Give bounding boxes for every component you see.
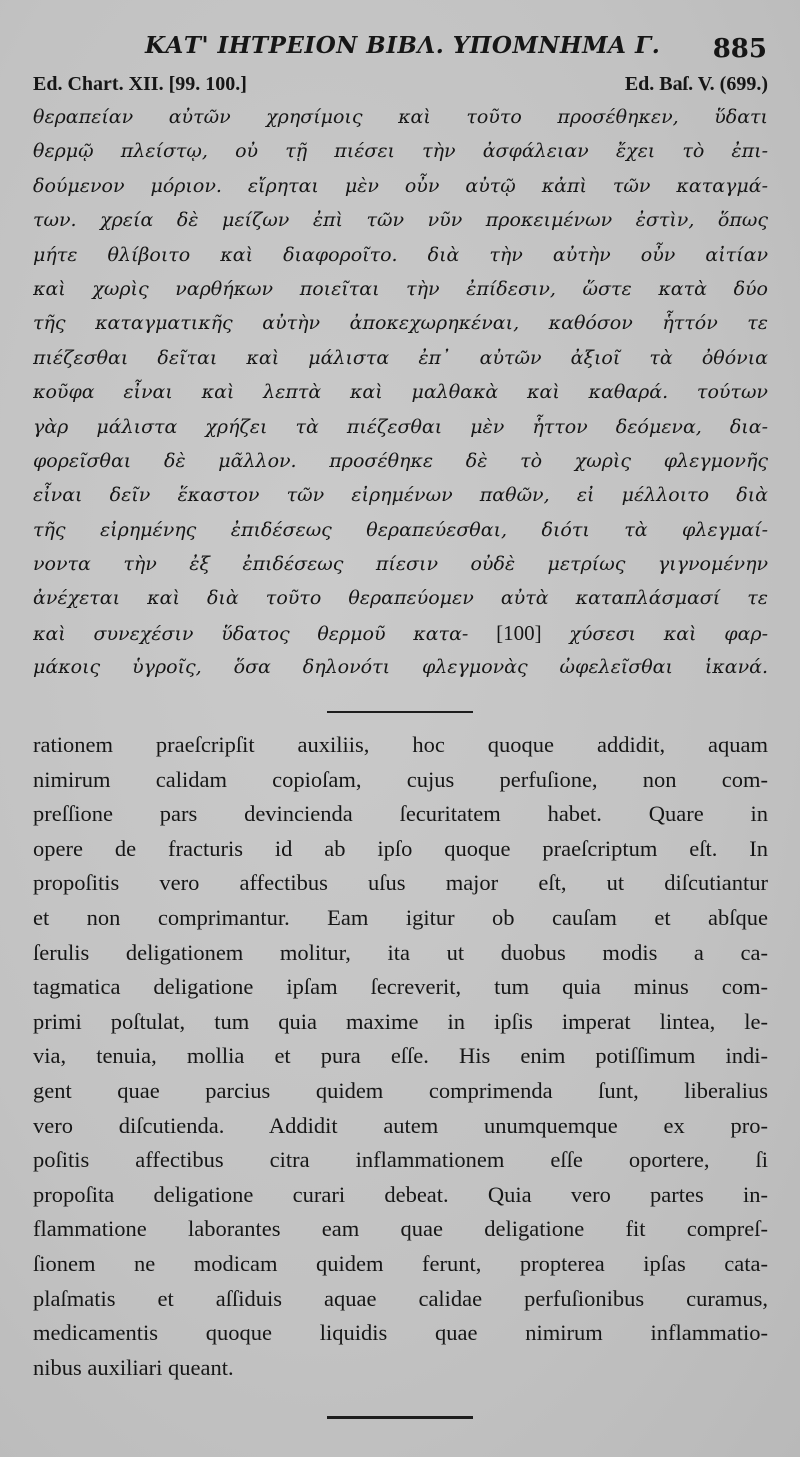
latin-line: ſionem ne modicam quidem ferunt, propterea ipſas cata- [33, 1250, 768, 1276]
latin-line: plaſmatis et aſſiduis aquae calidae perfuſionibus curamus, [33, 1285, 768, 1311]
greek-line: καὶ χωρὶς ναρθήκων ποιεῖται τὴν ἐπίδεσιν, ὥστε κατὰ δύο [33, 277, 768, 300]
latin-line: poſitis affectibus citra inflammationem eſſe oportere, ſi [33, 1147, 768, 1173]
latin-text-block [33, 728, 768, 1385]
greek-line: κοῦφα εἶναι καὶ λεπτὰ καὶ μαλθακὰ καὶ καθαρά. τούτων [33, 381, 768, 404]
latin-line: rationem praeſcripſit auxiliis, hoc quoque addidit, aquam [33, 732, 768, 757]
page-number: 885 [712, 34, 767, 64]
greek-line: των. χρεία δὲ μείζων ἐπὶ τῶν νῦν προκειμένων ἐστὶν, ὅπως [33, 209, 768, 232]
edition-basel-ref: Ed. Baſ. V. (699.) [624, 73, 768, 95]
latin-line: medicamentis quoque liquidis quae nimirum inflammatio- [33, 1320, 768, 1346]
greek-line: δούμενον μόριον. εἴρηται μὲν οὖν αὐτῷ κἀπὶ τῶν καταγμά- [33, 174, 768, 197]
section-divider [327, 711, 473, 713]
latin-line: primi poſtulat, tum quia maxime in ipſis imperat lintea, le- [33, 1008, 768, 1034]
latin-line: nibus auxiliari queant. [33, 1354, 234, 1380]
latin-line: preſſione pars devincienda ſecuritatem habet. Quare in [33, 801, 768, 827]
greek-line: πιέζεσθαι δεῖται καὶ μάλιστα ἐπ᾽ αὐτῶν ἀξιοῖ τὰ ὀθόνια [33, 346, 768, 369]
latin-line: via, tenuia, mollia et pura eſſe. His enim potiſſimum indi- [33, 1043, 768, 1069]
latin-line: nimirum calidam copioſam, cujus perfuſione, non com- [33, 766, 768, 792]
end-divider [327, 1416, 473, 1419]
greek-line: θεραπείαν αὐτῶν χρησίμοις καὶ τοῦτο προσέθηκεν, ὕδατι [33, 106, 768, 128]
greek-line: φορεῖσθαι δὲ μᾶλλον. προσέθηκε δὲ τὸ χωρὶς φλεγμονῆς [33, 449, 768, 472]
latin-line: propoſita deligatione curari debeat. Quia vero partes in- [33, 1181, 768, 1207]
latin-line: opere de fracturis id ab ipſo quoque praeſcriptum eſt. In [33, 835, 768, 861]
greek-line: νοντα τὴν ἐξ ἐπιδέσεως πίεσιν οὐδὲ μετρίως γιγνομένην [33, 553, 768, 576]
greek-line-with-page-ref [33, 616, 768, 650]
running-head [0, 32, 800, 66]
latin-line: ſerulis deligationem molitur, ita ut duobus modis a ca- [33, 939, 768, 965]
latin-line: et non comprimantur. Eam igitur ob cauſam et abſque [33, 904, 768, 930]
greek-line: τῆς καταγματικῆς αὐτὴν ἀποκεχωρηκέναι, καθόσον ἧττόν τε [33, 312, 768, 335]
latin-line: tagmatica deligatione ipſam ſecreverit, tum quia minus com- [33, 974, 768, 1000]
page-reference-marker: [100] [496, 620, 542, 645]
greek-line: τῆς εἰρημένης ἐπιδέσεως θεραπεύεσθαι, διότι τὰ φλεγμαί- [33, 518, 768, 541]
latin-line: propoſitis vero affectibus uſus major eſt, ut diſcutiantur [33, 870, 768, 896]
greek-text-before-ref: καὶ συνεχέσιν ὕδατος θερμοῦ κατα- [33, 622, 469, 645]
greek-line: μήτε θλίβοιτο καὶ διαφοροῖτο. διὰ τὴν αὐτὴν οὖν αἰτίαν [33, 243, 768, 266]
greek-line: εἶναι δεῖν ἕκαστον τῶν εἰρημένων παθῶν, εἰ μέλλοιτο διὰ [33, 484, 768, 507]
latin-line: gent quae parcius quidem comprimenda ſunt, liberalius [33, 1077, 768, 1103]
running-title: ΚΑΤ' ΙΗΤΡΕΙΟΝ ΒΙΒΛ. ΥΠΟΜΝΗΜΑ Γ. [145, 32, 661, 59]
greek-text-after-ref: χύσεσι καὶ φαρ- [569, 622, 768, 645]
edition-references [33, 73, 768, 99]
greek-line: μάκοις ὑγροῖς, ὅσα δηλονότι φλεγμονὰς ὠφελεῖσθαι ἱκανά. [33, 656, 768, 679]
greek-text-block [33, 100, 768, 685]
greek-line: ἀνέχεται καὶ διὰ τοῦτο θεραπεύομεν αὐτὰ καταπλάσμασί τε [33, 587, 768, 610]
latin-line: vero diſcutienda. Addidit autem unumquemque ex pro- [33, 1112, 768, 1138]
greek-line: γὰρ μάλιστα χρήζει τὰ πιέζεσθαι μὲν ἧττον δεόμενα, δια- [33, 415, 768, 438]
greek-line: θερμῷ πλείστῳ, οὐ τῇ πιέσει τὴν ἀσφάλειαν ἔχει τὸ ἐπι- [33, 140, 768, 163]
latin-line: flammatione laborantes eam quae deligatione fit compreſ- [33, 1216, 768, 1242]
edition-chart-ref: Ed. Chart. XII. [99. 100.] [33, 73, 247, 95]
